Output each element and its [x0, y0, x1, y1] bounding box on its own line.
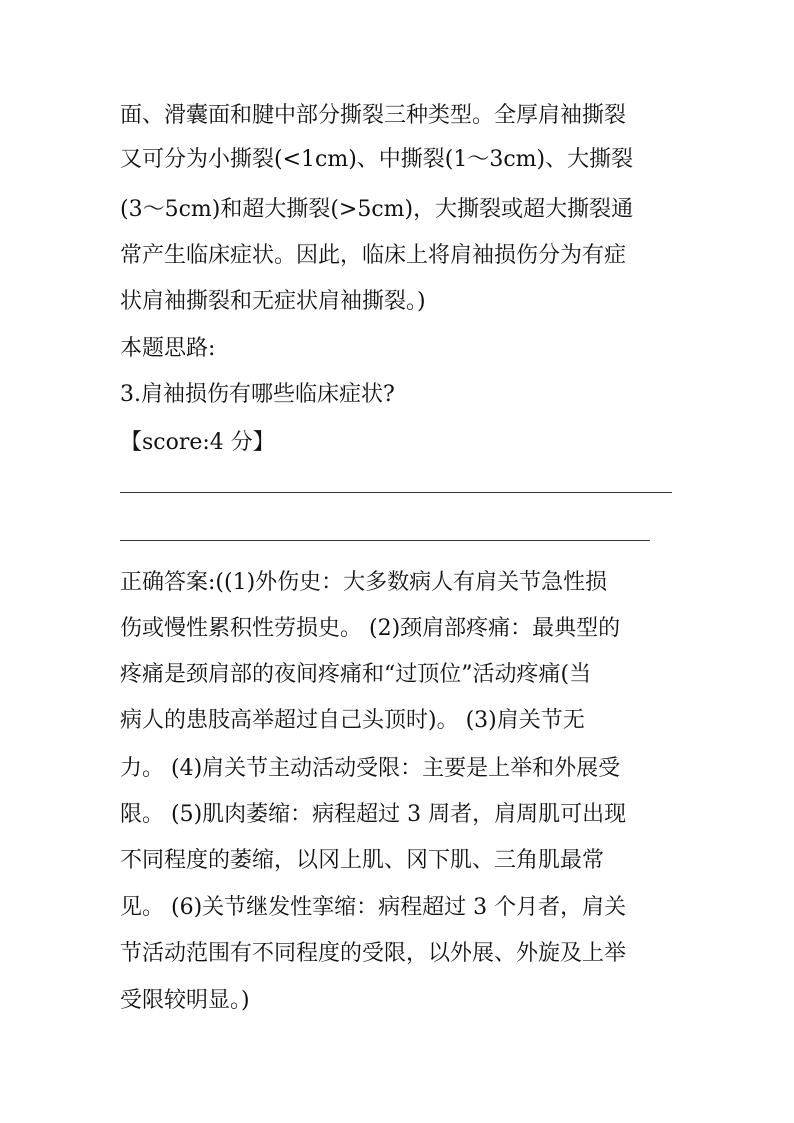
paragraph-line-4: 常产生临床症状。因此，临床上将肩袖损伤分为有症	[120, 243, 627, 268]
paragraph-line-2: 又可分为小撕裂(<1cm)、中撕裂(1～3cm)、大撕裂	[120, 147, 634, 172]
answer-line-9: 节活动范围有不同程度的受限，以外展、外旋及上举	[120, 941, 627, 966]
question-text: 3.肩袖损伤有哪些临床症状?	[120, 382, 395, 407]
answer-line-5: 力。 (4)肩关节主动活动受限：主要是上举和外展受	[120, 756, 621, 781]
answer-line-4: 病人的患肢高举超过自己头顶时)。 (3)肩关节无	[120, 708, 585, 733]
paragraph-line-3: (3～5cm)和超大撕裂(>5cm)，大撕裂或超大撕裂通	[120, 197, 634, 222]
answer-line-1: 正确答案:((1)外伤史：大多数病人有肩关节急性损	[120, 570, 608, 595]
paragraph-line-5: 状肩袖撕裂和无症状肩袖撕裂。)	[120, 289, 426, 314]
answer-blank-line-1	[120, 492, 672, 493]
answer-line-10: 受限较明显。)	[120, 988, 250, 1013]
score-label: 【score:4 分】	[120, 430, 275, 455]
paragraph-line-1: 面、滑囊面和腱中部分撕裂三种类型。全厚肩袖撕裂	[120, 103, 627, 128]
answer-line-6: 限。 (5)肌肉萎缩：病程超过 3 周者，肩周肌可出现	[120, 802, 627, 827]
answer-line-7: 不同程度的萎缩，以冈上肌、冈下肌、三角肌最常	[120, 848, 605, 873]
answer-line-3: 疼痛是颈肩部的夜间疼痛和“过顶位”活动疼痛(当	[120, 662, 592, 687]
answer-line-2: 伤或慢性累积性劳损史。 (2)颈肩部疼痛：最典型的	[120, 616, 621, 641]
answer-line-8: 见。 (6)关节继发性挛缩：病程超过 3 个月者，肩关	[120, 895, 627, 920]
thinking-label: 本题思路:	[120, 336, 216, 361]
answer-blank-line-2	[120, 540, 650, 541]
